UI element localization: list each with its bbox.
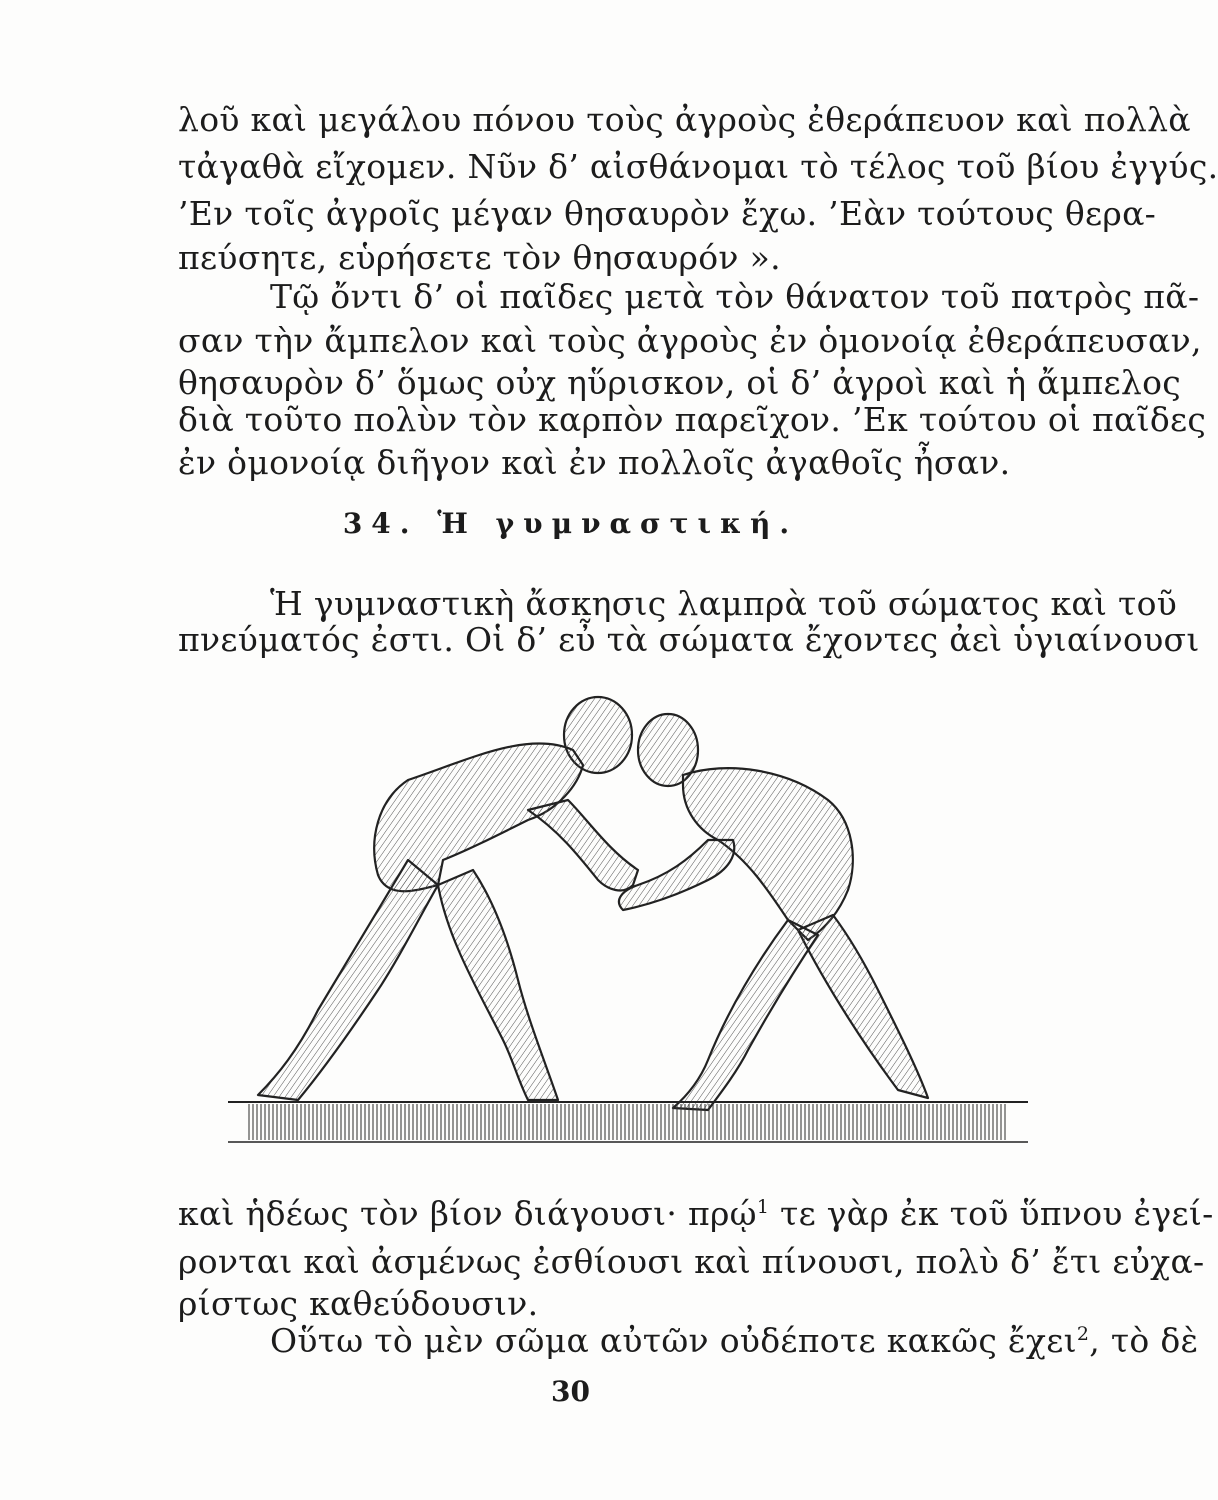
- left-wrestler-arm: [528, 800, 638, 890]
- text-line: ρονται καὶ ἀσμένως ἐσθίουσι καὶ πίνουσι, πολὺ δ’ ἔτι εὐχα-: [178, 1242, 1205, 1281]
- text-line: θησαυρὸν δ’ ὅμως οὐχ ηὕρισκον, οἱ δ’ ἀγροὶ καὶ ἡ ἄμπελος: [178, 363, 1182, 402]
- text-line: πεύσητε, εὑρήσετε τὸν θησαυρόν ».: [178, 238, 781, 277]
- text-segment: καὶ ἡδέως τὸν βίον διάγουσι· πρῴ: [178, 1194, 757, 1233]
- text-segment: , τὸ δὲ: [1089, 1321, 1199, 1360]
- ground: [228, 1102, 1028, 1142]
- text-line: [270, 1319, 1199, 1363]
- text-segment: Οὕτω τὸ μὲν σῶμα αὐτῶν οὐδέποτε κακῶς ἔχει: [270, 1321, 1077, 1360]
- left-wrestler-front-leg: [438, 870, 558, 1100]
- left-wrestler-figure: [258, 697, 638, 1100]
- wrestlers-illustration: [228, 690, 1028, 1155]
- right-wrestler-front-leg: [673, 920, 818, 1110]
- right-wrestler-figure: [619, 714, 928, 1110]
- text-line: ρίστως καθεύδουσιν.: [178, 1284, 539, 1323]
- footnote-marker: 2: [1076, 1323, 1090, 1345]
- text-line: [178, 1192, 1214, 1236]
- left-wrestler-back-leg: [258, 860, 438, 1100]
- text-line: λοῦ καὶ μεγάλου πόνου τοὺς ἀγροὺς ἐθεράπευον καὶ πολλὰ: [178, 100, 1191, 139]
- text-line: τἀγαθὰ εἴχομεν. Νῦν δ’ αἰσθάνομαι τὸ τέλος τοῦ βίου ἐγγύς.: [178, 147, 1218, 186]
- text-line: ’Εν τοῖς ἀγροῖς μέγαν θησαυρὸν ἔχω. ’Εὰν τούτους θερα-: [178, 194, 1157, 233]
- footnote-marker: 1: [756, 1196, 770, 1218]
- text-line: πνεύματός ἐστι. Οἱ δ’ εὖ τὰ σώματα ἔχοντες ἀεὶ ὑγιαίνουσι: [178, 620, 1200, 659]
- text-line: διὰ τοῦτο πολὺν τὸν καρπὸν παρεῖχον. ’Εκ τούτου οἱ παῖδες: [178, 400, 1207, 439]
- page-number: 30: [551, 1375, 590, 1408]
- text-line: Ἡ γυμναστικὴ ἄσκησις λαμπρὰ τοῦ σώματος καὶ τοῦ: [270, 584, 1178, 623]
- section-heading: 34. Ἡ γυμναστική.: [342, 507, 799, 540]
- text-line: Τῷ ὄντι δ’ οἱ παῖδες μετὰ τὸν θάνατον τοῦ πατρὸς πᾶ-: [270, 277, 1200, 316]
- text-line: σαν τὴν ἄμπελον καὶ τοὺς ἀγροὺς ἐν ὁμονοίᾳ ἐθεράπευσαν,: [178, 321, 1202, 360]
- right-wrestler-back-leg: [798, 915, 928, 1098]
- text-line: ἐν ὁμονοίᾳ διῆγον καὶ ἐν πολλοῖς ἀγαθοῖς ἦσαν.: [178, 443, 1011, 482]
- text-segment: τε γὰρ ἐκ τοῦ ὕπνου ἐγεί-: [769, 1194, 1214, 1233]
